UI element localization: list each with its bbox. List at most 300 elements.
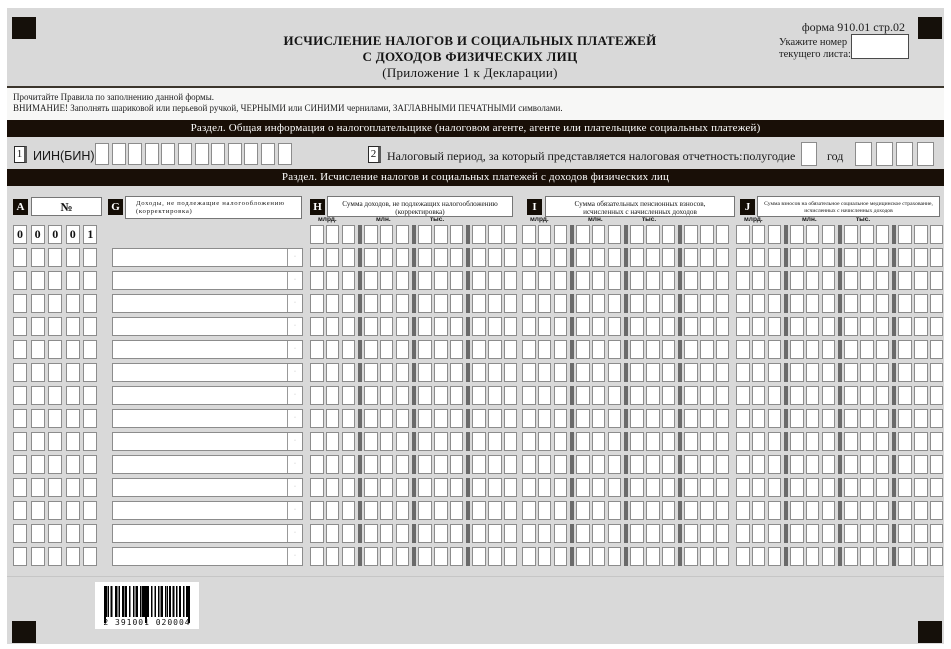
amount-digit-cell[interactable] bbox=[768, 409, 782, 428]
row-number-cell[interactable] bbox=[31, 524, 45, 543]
amount-digit-cell[interactable] bbox=[806, 294, 820, 313]
amount-digit-cell[interactable] bbox=[434, 225, 448, 244]
amount-digit-cell[interactable] bbox=[700, 317, 714, 336]
amount-digit-cell[interactable] bbox=[326, 363, 340, 382]
amount-digit-cell[interactable] bbox=[662, 432, 676, 451]
amount-digit-cell[interactable] bbox=[488, 248, 502, 267]
row-number-cell[interactable] bbox=[48, 248, 62, 267]
amount-digit-cell[interactable] bbox=[396, 478, 410, 497]
amount-digit-cell[interactable] bbox=[538, 455, 552, 474]
amount-digit-cell[interactable] bbox=[396, 271, 410, 290]
amount-digit-cell[interactable] bbox=[364, 409, 378, 428]
amount-digit-cell[interactable] bbox=[326, 524, 340, 543]
amount-digit-cell[interactable] bbox=[608, 317, 622, 336]
amount-digit-cell[interactable] bbox=[768, 386, 782, 405]
amount-digit-cell[interactable] bbox=[752, 317, 766, 336]
row-number-cell[interactable] bbox=[48, 340, 62, 359]
amount-digit-cell[interactable] bbox=[736, 363, 750, 382]
row-number-cell[interactable] bbox=[48, 409, 62, 428]
row-number-cell[interactable]: 0 bbox=[31, 225, 45, 244]
row-number-cell[interactable] bbox=[48, 478, 62, 497]
amount-digit-cell[interactable] bbox=[450, 225, 464, 244]
amount-digit-cell[interactable] bbox=[488, 501, 502, 520]
amount-digit-cell[interactable] bbox=[930, 248, 944, 267]
amount-digit-cell[interactable] bbox=[554, 271, 568, 290]
amount-digit-cell[interactable] bbox=[898, 386, 912, 405]
amount-digit-cell[interactable] bbox=[844, 317, 858, 336]
amount-digit-cell[interactable] bbox=[700, 248, 714, 267]
amount-digit-cell[interactable] bbox=[434, 386, 448, 405]
amount-digit-cell[interactable] bbox=[700, 225, 714, 244]
amount-digit-cell[interactable] bbox=[700, 271, 714, 290]
amount-digit-cell[interactable] bbox=[326, 248, 340, 267]
row-number-cell[interactable] bbox=[31, 248, 45, 267]
amount-digit-cell[interactable] bbox=[434, 524, 448, 543]
row-number-cell[interactable] bbox=[83, 317, 97, 336]
amount-digit-cell[interactable] bbox=[310, 547, 324, 566]
amount-digit-cell[interactable] bbox=[326, 478, 340, 497]
amount-digit-cell[interactable] bbox=[684, 363, 698, 382]
amount-digit-cell[interactable] bbox=[822, 478, 836, 497]
amount-digit-cell[interactable] bbox=[418, 248, 432, 267]
g-field-small-cell[interactable] bbox=[287, 525, 302, 542]
amount-digit-cell[interactable] bbox=[684, 409, 698, 428]
amount-digit-cell[interactable] bbox=[472, 248, 486, 267]
amount-digit-cell[interactable] bbox=[790, 294, 804, 313]
amount-digit-cell[interactable] bbox=[326, 386, 340, 405]
amount-digit-cell[interactable] bbox=[790, 248, 804, 267]
amount-digit-cell[interactable] bbox=[538, 432, 552, 451]
amount-digit-cell[interactable] bbox=[930, 225, 944, 244]
amount-digit-cell[interactable] bbox=[630, 478, 644, 497]
income-description-field[interactable] bbox=[112, 547, 303, 566]
row-number-cell[interactable] bbox=[66, 340, 80, 359]
current-sheet-number-input[interactable] bbox=[851, 34, 909, 59]
amount-digit-cell[interactable] bbox=[844, 248, 858, 267]
amount-digit-cell[interactable] bbox=[716, 271, 730, 290]
iin-digit-cell[interactable] bbox=[261, 143, 275, 165]
amount-digit-cell[interactable] bbox=[434, 317, 448, 336]
amount-digit-cell[interactable] bbox=[364, 248, 378, 267]
row-number-cell[interactable] bbox=[48, 501, 62, 520]
row-number-cell[interactable] bbox=[31, 363, 45, 382]
amount-digit-cell[interactable] bbox=[662, 409, 676, 428]
amount-digit-cell[interactable] bbox=[364, 524, 378, 543]
amount-digit-cell[interactable] bbox=[364, 478, 378, 497]
amount-digit-cell[interactable] bbox=[806, 271, 820, 290]
amount-digit-cell[interactable] bbox=[608, 455, 622, 474]
g-field-small-cell[interactable] bbox=[287, 341, 302, 358]
amount-digit-cell[interactable] bbox=[646, 363, 660, 382]
amount-digit-cell[interactable] bbox=[472, 547, 486, 566]
amount-digit-cell[interactable] bbox=[898, 271, 912, 290]
amount-digit-cell[interactable] bbox=[914, 432, 928, 451]
amount-digit-cell[interactable] bbox=[630, 248, 644, 267]
amount-digit-cell[interactable] bbox=[592, 501, 606, 520]
amount-digit-cell[interactable] bbox=[418, 363, 432, 382]
amount-digit-cell[interactable] bbox=[396, 294, 410, 313]
amount-digit-cell[interactable] bbox=[608, 501, 622, 520]
amount-digit-cell[interactable] bbox=[930, 294, 944, 313]
g-field-small-cell[interactable] bbox=[287, 548, 302, 565]
income-description-field[interactable] bbox=[112, 524, 303, 543]
row-number-cell[interactable] bbox=[48, 432, 62, 451]
amount-digit-cell[interactable] bbox=[538, 524, 552, 543]
amount-digit-cell[interactable] bbox=[472, 386, 486, 405]
amount-digit-cell[interactable] bbox=[608, 386, 622, 405]
amount-digit-cell[interactable] bbox=[662, 317, 676, 336]
amount-digit-cell[interactable] bbox=[752, 294, 766, 313]
amount-digit-cell[interactable] bbox=[396, 409, 410, 428]
amount-digit-cell[interactable] bbox=[554, 386, 568, 405]
amount-digit-cell[interactable] bbox=[504, 432, 518, 451]
amount-digit-cell[interactable] bbox=[684, 271, 698, 290]
amount-digit-cell[interactable] bbox=[434, 248, 448, 267]
iin-digit-cell[interactable] bbox=[145, 143, 159, 165]
amount-digit-cell[interactable] bbox=[630, 317, 644, 336]
amount-digit-cell[interactable] bbox=[538, 271, 552, 290]
row-number-cell[interactable] bbox=[31, 409, 45, 428]
amount-digit-cell[interactable] bbox=[418, 340, 432, 359]
amount-digit-cell[interactable] bbox=[716, 409, 730, 428]
amount-digit-cell[interactable] bbox=[914, 409, 928, 428]
amount-digit-cell[interactable] bbox=[898, 225, 912, 244]
row-number-cell[interactable]: 1 bbox=[83, 225, 97, 244]
g-field-small-cell[interactable] bbox=[287, 295, 302, 312]
row-number-cell[interactable] bbox=[66, 432, 80, 451]
iin-digit-cell[interactable] bbox=[244, 143, 258, 165]
amount-digit-cell[interactable] bbox=[768, 340, 782, 359]
amount-digit-cell[interactable] bbox=[592, 386, 606, 405]
amount-digit-cell[interactable] bbox=[860, 271, 874, 290]
amount-digit-cell[interactable] bbox=[576, 524, 590, 543]
amount-digit-cell[interactable] bbox=[450, 547, 464, 566]
amount-digit-cell[interactable] bbox=[822, 547, 836, 566]
row-number-cell[interactable] bbox=[66, 363, 80, 382]
iin-digit-cell[interactable] bbox=[178, 143, 192, 165]
amount-digit-cell[interactable] bbox=[716, 225, 730, 244]
amount-digit-cell[interactable] bbox=[576, 409, 590, 428]
row-number-cell[interactable] bbox=[48, 524, 62, 543]
row-number-cell[interactable] bbox=[83, 340, 97, 359]
amount-digit-cell[interactable] bbox=[342, 478, 356, 497]
amount-digit-cell[interactable] bbox=[646, 478, 660, 497]
row-number-cell[interactable] bbox=[48, 386, 62, 405]
amount-digit-cell[interactable] bbox=[554, 501, 568, 520]
amount-digit-cell[interactable] bbox=[434, 432, 448, 451]
amount-digit-cell[interactable] bbox=[310, 386, 324, 405]
amount-digit-cell[interactable] bbox=[472, 317, 486, 336]
amount-digit-cell[interactable] bbox=[752, 225, 766, 244]
amount-digit-cell[interactable] bbox=[450, 386, 464, 405]
amount-digit-cell[interactable] bbox=[554, 294, 568, 313]
amount-digit-cell[interactable] bbox=[790, 409, 804, 428]
amount-digit-cell[interactable] bbox=[914, 317, 928, 336]
amount-digit-cell[interactable] bbox=[450, 317, 464, 336]
amount-digit-cell[interactable] bbox=[630, 547, 644, 566]
row-number-cell[interactable] bbox=[83, 294, 97, 313]
amount-digit-cell[interactable] bbox=[822, 225, 836, 244]
amount-digit-cell[interactable] bbox=[662, 547, 676, 566]
amount-digit-cell[interactable] bbox=[930, 409, 944, 428]
amount-digit-cell[interactable] bbox=[860, 225, 874, 244]
amount-digit-cell[interactable] bbox=[608, 340, 622, 359]
amount-digit-cell[interactable] bbox=[876, 409, 890, 428]
amount-digit-cell[interactable] bbox=[876, 455, 890, 474]
amount-digit-cell[interactable] bbox=[504, 547, 518, 566]
amount-digit-cell[interactable] bbox=[418, 317, 432, 336]
amount-digit-cell[interactable] bbox=[326, 225, 340, 244]
amount-digit-cell[interactable] bbox=[418, 432, 432, 451]
amount-digit-cell[interactable] bbox=[646, 340, 660, 359]
row-number-cell[interactable] bbox=[83, 409, 97, 428]
g-field-small-cell[interactable] bbox=[287, 456, 302, 473]
income-description-field[interactable] bbox=[112, 409, 303, 428]
amount-digit-cell[interactable] bbox=[538, 363, 552, 382]
amount-digit-cell[interactable] bbox=[684, 547, 698, 566]
amount-digit-cell[interactable] bbox=[592, 340, 606, 359]
amount-digit-cell[interactable] bbox=[700, 501, 714, 520]
amount-digit-cell[interactable] bbox=[822, 432, 836, 451]
amount-digit-cell[interactable] bbox=[592, 248, 606, 267]
amount-digit-cell[interactable] bbox=[380, 340, 394, 359]
amount-digit-cell[interactable] bbox=[844, 432, 858, 451]
amount-digit-cell[interactable] bbox=[472, 294, 486, 313]
amount-digit-cell[interactable] bbox=[646, 386, 660, 405]
amount-digit-cell[interactable] bbox=[418, 547, 432, 566]
amount-digit-cell[interactable] bbox=[790, 478, 804, 497]
amount-digit-cell[interactable] bbox=[860, 432, 874, 451]
amount-digit-cell[interactable] bbox=[538, 340, 552, 359]
amount-digit-cell[interactable] bbox=[608, 294, 622, 313]
amount-digit-cell[interactable] bbox=[488, 363, 502, 382]
amount-digit-cell[interactable] bbox=[538, 478, 552, 497]
row-number-cell[interactable] bbox=[66, 317, 80, 336]
amount-digit-cell[interactable] bbox=[504, 317, 518, 336]
amount-digit-cell[interactable] bbox=[662, 248, 676, 267]
amount-digit-cell[interactable] bbox=[930, 478, 944, 497]
amount-digit-cell[interactable] bbox=[860, 363, 874, 382]
row-number-cell[interactable] bbox=[13, 248, 27, 267]
amount-digit-cell[interactable] bbox=[488, 271, 502, 290]
amount-digit-cell[interactable] bbox=[736, 478, 750, 497]
amount-digit-cell[interactable] bbox=[822, 524, 836, 543]
row-number-cell[interactable] bbox=[13, 340, 27, 359]
amount-digit-cell[interactable] bbox=[752, 340, 766, 359]
g-field-small-cell[interactable] bbox=[287, 249, 302, 266]
row-number-cell[interactable] bbox=[13, 317, 27, 336]
amount-digit-cell[interactable] bbox=[364, 225, 378, 244]
amount-digit-cell[interactable] bbox=[576, 363, 590, 382]
amount-digit-cell[interactable] bbox=[844, 455, 858, 474]
amount-digit-cell[interactable] bbox=[768, 455, 782, 474]
amount-digit-cell[interactable] bbox=[684, 294, 698, 313]
row-number-cell[interactable] bbox=[13, 294, 27, 313]
row-number-cell[interactable] bbox=[48, 271, 62, 290]
amount-digit-cell[interactable] bbox=[768, 547, 782, 566]
amount-digit-cell[interactable] bbox=[488, 225, 502, 244]
amount-digit-cell[interactable] bbox=[554, 363, 568, 382]
amount-digit-cell[interactable] bbox=[554, 225, 568, 244]
amount-digit-cell[interactable] bbox=[396, 501, 410, 520]
amount-digit-cell[interactable] bbox=[844, 409, 858, 428]
amount-digit-cell[interactable] bbox=[538, 317, 552, 336]
amount-digit-cell[interactable] bbox=[700, 409, 714, 428]
amount-digit-cell[interactable] bbox=[860, 317, 874, 336]
amount-digit-cell[interactable] bbox=[472, 524, 486, 543]
amount-digit-cell[interactable] bbox=[522, 547, 536, 566]
amount-digit-cell[interactable] bbox=[822, 317, 836, 336]
amount-digit-cell[interactable] bbox=[488, 478, 502, 497]
amount-digit-cell[interactable] bbox=[538, 547, 552, 566]
amount-digit-cell[interactable] bbox=[504, 478, 518, 497]
amount-digit-cell[interactable] bbox=[790, 340, 804, 359]
amount-digit-cell[interactable] bbox=[630, 386, 644, 405]
amount-digit-cell[interactable] bbox=[752, 248, 766, 267]
amount-digit-cell[interactable] bbox=[684, 248, 698, 267]
amount-digit-cell[interactable] bbox=[716, 478, 730, 497]
amount-digit-cell[interactable] bbox=[876, 248, 890, 267]
amount-digit-cell[interactable] bbox=[716, 432, 730, 451]
amount-digit-cell[interactable] bbox=[898, 340, 912, 359]
amount-digit-cell[interactable] bbox=[380, 501, 394, 520]
amount-digit-cell[interactable] bbox=[342, 271, 356, 290]
amount-digit-cell[interactable] bbox=[716, 386, 730, 405]
amount-digit-cell[interactable] bbox=[806, 317, 820, 336]
income-description-field[interactable] bbox=[112, 317, 303, 336]
amount-digit-cell[interactable] bbox=[592, 432, 606, 451]
amount-digit-cell[interactable] bbox=[396, 225, 410, 244]
income-description-field[interactable] bbox=[112, 294, 303, 313]
amount-digit-cell[interactable] bbox=[342, 248, 356, 267]
amount-digit-cell[interactable] bbox=[342, 363, 356, 382]
amount-digit-cell[interactable] bbox=[434, 363, 448, 382]
row-number-cell[interactable] bbox=[13, 409, 27, 428]
amount-digit-cell[interactable] bbox=[576, 271, 590, 290]
amount-digit-cell[interactable] bbox=[380, 271, 394, 290]
amount-digit-cell[interactable] bbox=[898, 524, 912, 543]
amount-digit-cell[interactable] bbox=[790, 317, 804, 336]
amount-digit-cell[interactable] bbox=[844, 340, 858, 359]
amount-digit-cell[interactable] bbox=[488, 409, 502, 428]
amount-digit-cell[interactable] bbox=[822, 501, 836, 520]
row-number-cell[interactable] bbox=[31, 271, 45, 290]
amount-digit-cell[interactable] bbox=[716, 294, 730, 313]
amount-digit-cell[interactable] bbox=[576, 340, 590, 359]
amount-digit-cell[interactable] bbox=[646, 317, 660, 336]
year-digit-cell[interactable] bbox=[876, 142, 893, 166]
amount-digit-cell[interactable] bbox=[930, 317, 944, 336]
amount-digit-cell[interactable] bbox=[646, 225, 660, 244]
amount-digit-cell[interactable] bbox=[364, 432, 378, 451]
amount-digit-cell[interactable] bbox=[310, 455, 324, 474]
amount-digit-cell[interactable] bbox=[752, 478, 766, 497]
amount-digit-cell[interactable] bbox=[364, 363, 378, 382]
amount-digit-cell[interactable] bbox=[592, 363, 606, 382]
g-field-small-cell[interactable] bbox=[287, 433, 302, 450]
amount-digit-cell[interactable] bbox=[522, 294, 536, 313]
amount-digit-cell[interactable] bbox=[860, 455, 874, 474]
iin-digit-cell[interactable] bbox=[112, 143, 126, 165]
amount-digit-cell[interactable] bbox=[876, 386, 890, 405]
row-number-cell[interactable] bbox=[31, 501, 45, 520]
row-number-cell[interactable] bbox=[48, 363, 62, 382]
amount-digit-cell[interactable] bbox=[310, 340, 324, 359]
amount-digit-cell[interactable] bbox=[876, 317, 890, 336]
amount-digit-cell[interactable] bbox=[396, 317, 410, 336]
amount-digit-cell[interactable] bbox=[504, 225, 518, 244]
amount-digit-cell[interactable] bbox=[522, 363, 536, 382]
amount-digit-cell[interactable] bbox=[630, 409, 644, 428]
amount-digit-cell[interactable] bbox=[716, 455, 730, 474]
amount-digit-cell[interactable] bbox=[646, 409, 660, 428]
amount-digit-cell[interactable] bbox=[914, 524, 928, 543]
amount-digit-cell[interactable] bbox=[860, 547, 874, 566]
amount-digit-cell[interactable] bbox=[592, 317, 606, 336]
amount-digit-cell[interactable] bbox=[898, 478, 912, 497]
amount-digit-cell[interactable] bbox=[504, 501, 518, 520]
amount-digit-cell[interactable] bbox=[630, 340, 644, 359]
amount-digit-cell[interactable] bbox=[700, 432, 714, 451]
amount-digit-cell[interactable] bbox=[554, 547, 568, 566]
row-number-cell[interactable]: 0 bbox=[13, 225, 27, 244]
amount-digit-cell[interactable] bbox=[662, 524, 676, 543]
amount-digit-cell[interactable] bbox=[472, 478, 486, 497]
amount-digit-cell[interactable] bbox=[768, 501, 782, 520]
income-description-field[interactable] bbox=[112, 271, 303, 290]
amount-digit-cell[interactable] bbox=[418, 294, 432, 313]
amount-digit-cell[interactable] bbox=[822, 271, 836, 290]
amount-digit-cell[interactable] bbox=[326, 455, 340, 474]
amount-digit-cell[interactable] bbox=[844, 225, 858, 244]
amount-digit-cell[interactable] bbox=[488, 432, 502, 451]
amount-digit-cell[interactable] bbox=[488, 340, 502, 359]
row-number-cell[interactable] bbox=[83, 248, 97, 267]
amount-digit-cell[interactable] bbox=[700, 455, 714, 474]
amount-digit-cell[interactable] bbox=[790, 225, 804, 244]
amount-digit-cell[interactable] bbox=[736, 524, 750, 543]
amount-digit-cell[interactable] bbox=[898, 248, 912, 267]
amount-digit-cell[interactable] bbox=[914, 363, 928, 382]
amount-digit-cell[interactable] bbox=[554, 248, 568, 267]
amount-digit-cell[interactable] bbox=[380, 432, 394, 451]
amount-digit-cell[interactable] bbox=[930, 524, 944, 543]
row-number-cell[interactable] bbox=[66, 455, 80, 474]
amount-digit-cell[interactable] bbox=[898, 409, 912, 428]
amount-digit-cell[interactable] bbox=[662, 455, 676, 474]
amount-digit-cell[interactable] bbox=[684, 386, 698, 405]
amount-digit-cell[interactable] bbox=[736, 547, 750, 566]
row-number-cell[interactable] bbox=[66, 409, 80, 428]
row-number-cell[interactable] bbox=[66, 294, 80, 313]
amount-digit-cell[interactable] bbox=[662, 294, 676, 313]
amount-digit-cell[interactable] bbox=[522, 386, 536, 405]
amount-digit-cell[interactable] bbox=[930, 386, 944, 405]
amount-digit-cell[interactable] bbox=[860, 478, 874, 497]
amount-digit-cell[interactable] bbox=[522, 478, 536, 497]
amount-digit-cell[interactable] bbox=[418, 501, 432, 520]
amount-digit-cell[interactable] bbox=[450, 363, 464, 382]
g-field-small-cell[interactable] bbox=[287, 272, 302, 289]
amount-digit-cell[interactable] bbox=[914, 547, 928, 566]
amount-digit-cell[interactable] bbox=[876, 294, 890, 313]
amount-digit-cell[interactable] bbox=[662, 340, 676, 359]
amount-digit-cell[interactable] bbox=[592, 294, 606, 313]
row-number-cell[interactable] bbox=[83, 524, 97, 543]
amount-digit-cell[interactable] bbox=[450, 340, 464, 359]
amount-digit-cell[interactable] bbox=[380, 248, 394, 267]
amount-digit-cell[interactable] bbox=[662, 363, 676, 382]
